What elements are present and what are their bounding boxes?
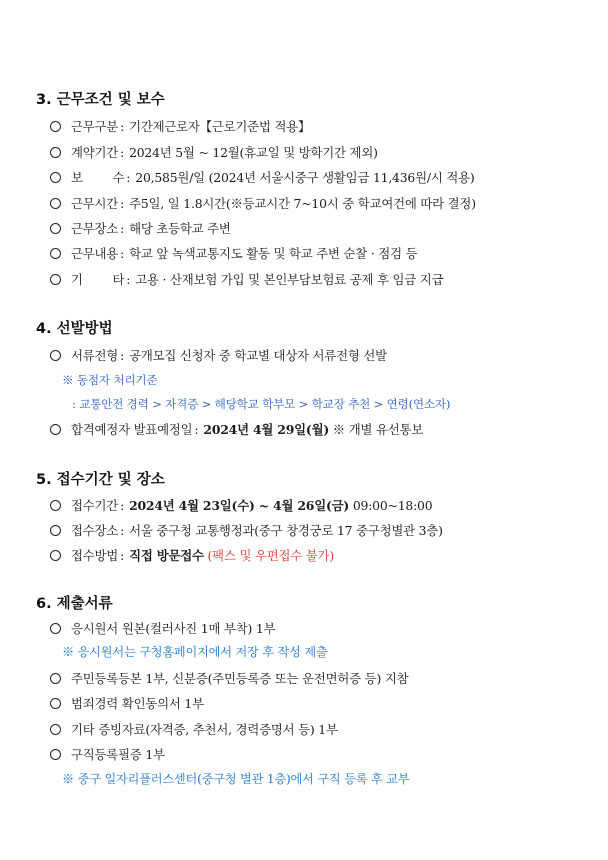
s5-item-3: 접수방법 : 직접 방문접수 (팩스 및 우편접수 불가): [50, 546, 334, 564]
s6-item-4: 기타 증빙자료(자격증, 추천서, 경력증명서 등) 1부: [50, 720, 338, 738]
s3-item-4: 근무장소 : 해당 초등학교 주변: [50, 219, 231, 237]
circle-bullet-icon: [50, 350, 61, 361]
section-6-title: 6. 제출서류: [36, 596, 113, 612]
circle-bullet-icon: [50, 223, 61, 234]
s3-item-0: 근무구분 : 기간제근로자【근로기준법 적용】: [50, 117, 310, 135]
s3-item-2: 보 수 : 20,585원/일 (2024년 서울시중구 생활임금 11,436원/시 적용): [50, 168, 475, 186]
s4-note-criteria: : 교통안전 경력 > 자격증 > 해당학교 학부모 > 학교장 추천 > 연령(연소자): [72, 397, 451, 411]
s3-item-5: 근무내용 : 학교 앞 녹색교통지도 활동 및 학교 주변 순찰 · 점검 등: [50, 244, 417, 262]
s3-item-1: 계약기간 : 2024년 5월 ~ 12월(휴교일 및 방학기간 제외): [50, 143, 378, 161]
circle-bullet-icon: [50, 525, 61, 536]
s6-item-3: 범죄경력 확인동의서 1부: [50, 694, 204, 712]
circle-bullet-icon: [50, 198, 61, 209]
s6-note-application: ※ 응시원서는 구청홈페이지에서 저장 후 작성 제출: [62, 645, 328, 659]
section-4-title: 4. 선발방법: [36, 321, 113, 337]
s3-item-6: 기 타 : 고용 · 산재보험 가입 및 본인부담보험료 공제 후 임금 지급: [50, 270, 443, 288]
circle-bullet-icon: [50, 724, 61, 735]
s6-note-job-registration: ※ 중구 일자리플러스센터(중구청 별관 1층)에서 구직 등록 후 교부: [62, 772, 410, 786]
s6-item-2: 주민등록등본 1부, 신분증(주민등록증 또는 운전면허증 등) 지참: [50, 669, 408, 687]
circle-bullet-icon: [50, 673, 61, 684]
circle-bullet-icon: [50, 550, 61, 561]
s4-note-tiebreak: ※ 동점자 처리기준: [62, 373, 158, 387]
circle-bullet-icon: [50, 248, 61, 259]
circle-bullet-icon: [50, 424, 61, 435]
s4-item-2: 합격예정자 발표예정일 : 2024년 4월 29일(월) ※ 개별 유선통보: [50, 420, 423, 438]
circle-bullet-icon: [50, 623, 61, 634]
s6-item-5: 구직등록필증 1부: [50, 745, 165, 763]
s5-item-1: 접수기간 : 2024년 4월 23일(수) ~ 4월 26일(금) 09:00~18:00: [50, 496, 432, 514]
circle-bullet-icon: [50, 500, 61, 511]
circle-bullet-icon: [50, 121, 61, 132]
s4-item-1: 서류전형 : 공개모집 신청자 중 학교별 대상자 서류전형 선발: [50, 346, 387, 364]
circle-bullet-icon: [50, 698, 61, 709]
circle-bullet-icon: [50, 172, 61, 183]
circle-bullet-icon: [50, 147, 61, 158]
circle-bullet-icon: [50, 749, 61, 760]
circle-bullet-icon: [50, 274, 61, 285]
s6-item-1: 응시원서 원본(컬러사진 1매 부착) 1부: [50, 619, 275, 637]
s3-item-3: 근무시간 : 주5일, 일 1.8시간(※등교시간 7~10시 중 학교여건에 따라 결정): [50, 194, 476, 212]
section-3-title: 3. 근무조건 및 보수: [36, 92, 165, 108]
s5-item-2: 접수장소 : 서울 중구청 교통행정과(중구 창경궁로 17 중구청별관 3층): [50, 521, 443, 539]
section-5-title: 5. 접수기간 및 장소: [36, 472, 165, 488]
